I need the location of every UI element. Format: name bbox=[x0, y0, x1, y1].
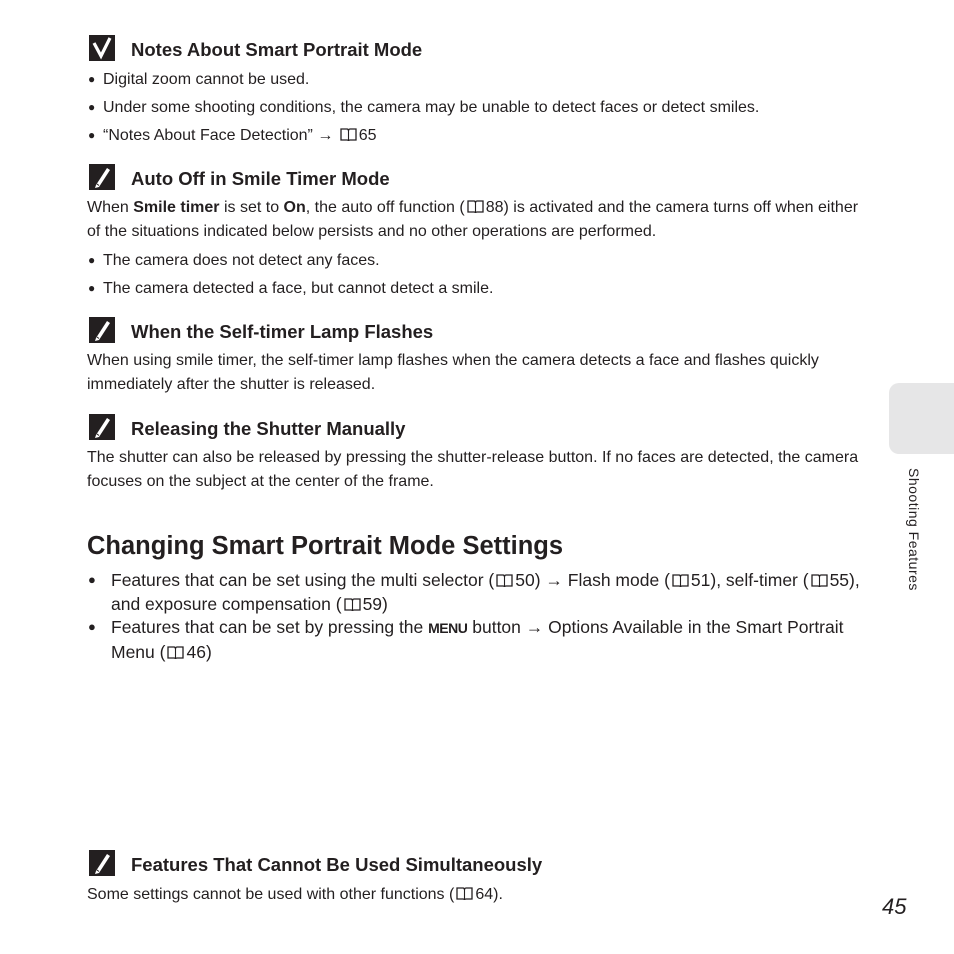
note-paragraph: Some settings cannot be used with other functions ( 64). bbox=[87, 886, 503, 903]
chapter-tab[interactable] bbox=[889, 383, 954, 454]
list-item: ● The camera does not detect any faces. bbox=[88, 252, 380, 269]
list-item: ● The camera detected a face, but cannot detect a smile. bbox=[88, 280, 494, 297]
page-number: 45 bbox=[882, 894, 907, 919]
menu-button-label: MENU bbox=[428, 620, 468, 636]
book-icon bbox=[167, 646, 184, 659]
pencil-note-icon bbox=[88, 316, 116, 344]
book-icon bbox=[456, 887, 473, 900]
list-item[interactable]: ● Features that can be set using the multi selector ( 50) → Flash mode ( 51), self-timer ( 55), and exposure compensation ( 59) bbox=[88, 570, 860, 614]
section-heading: Changing Smart Portrait Mode Settings bbox=[87, 532, 564, 560]
book-icon bbox=[672, 574, 689, 587]
book-icon bbox=[340, 128, 357, 141]
list-item: ● Under some shooting conditions, the camera may be unable to detect faces or detect smiles. bbox=[88, 99, 760, 116]
list-item: ● Digital zoom cannot be used. bbox=[88, 71, 310, 88]
note-title: Features That Cannot Be Used Simultaneously bbox=[131, 854, 543, 875]
note-title: Auto Off in Smile Timer Mode bbox=[131, 168, 390, 189]
note-paragraph: When using smile timer, the self-timer lamp flashes when the camera detects a face and flashes quickly immediately after the shutter is released. bbox=[87, 352, 819, 393]
chapter-label: Shooting Features bbox=[906, 468, 922, 591]
book-icon bbox=[811, 574, 828, 587]
note-paragraph: The shutter can also be released by pressing the shutter-release button. If no faces are detected, the camera focuses on the subject at the center of the frame. bbox=[87, 449, 859, 490]
note-title: Releasing the Shutter Manually bbox=[131, 418, 406, 439]
book-icon bbox=[496, 574, 513, 587]
list-item[interactable]: ● Features that can be set by pressing the MENU button → Options Available in the Smart Portrait Menu ( 46) bbox=[88, 617, 844, 662]
caution-check-icon bbox=[88, 34, 116, 62]
note-paragraph: When Smile timer is set to On, the auto off function ( 88) is activated and the camera turns off when either of the situations indicated below persists and no other operations are performed. bbox=[87, 199, 859, 240]
book-icon bbox=[344, 598, 361, 611]
book-icon bbox=[467, 200, 484, 213]
pencil-note-icon bbox=[88, 163, 116, 191]
note-title: Notes About Smart Portrait Mode bbox=[131, 39, 423, 60]
pencil-note-icon bbox=[88, 413, 116, 441]
note-title: When the Self-timer Lamp Flashes bbox=[131, 321, 434, 342]
list-item[interactable]: ● “Notes About Face Detection” → 65 bbox=[88, 127, 377, 144]
pencil-note-icon bbox=[88, 849, 116, 877]
